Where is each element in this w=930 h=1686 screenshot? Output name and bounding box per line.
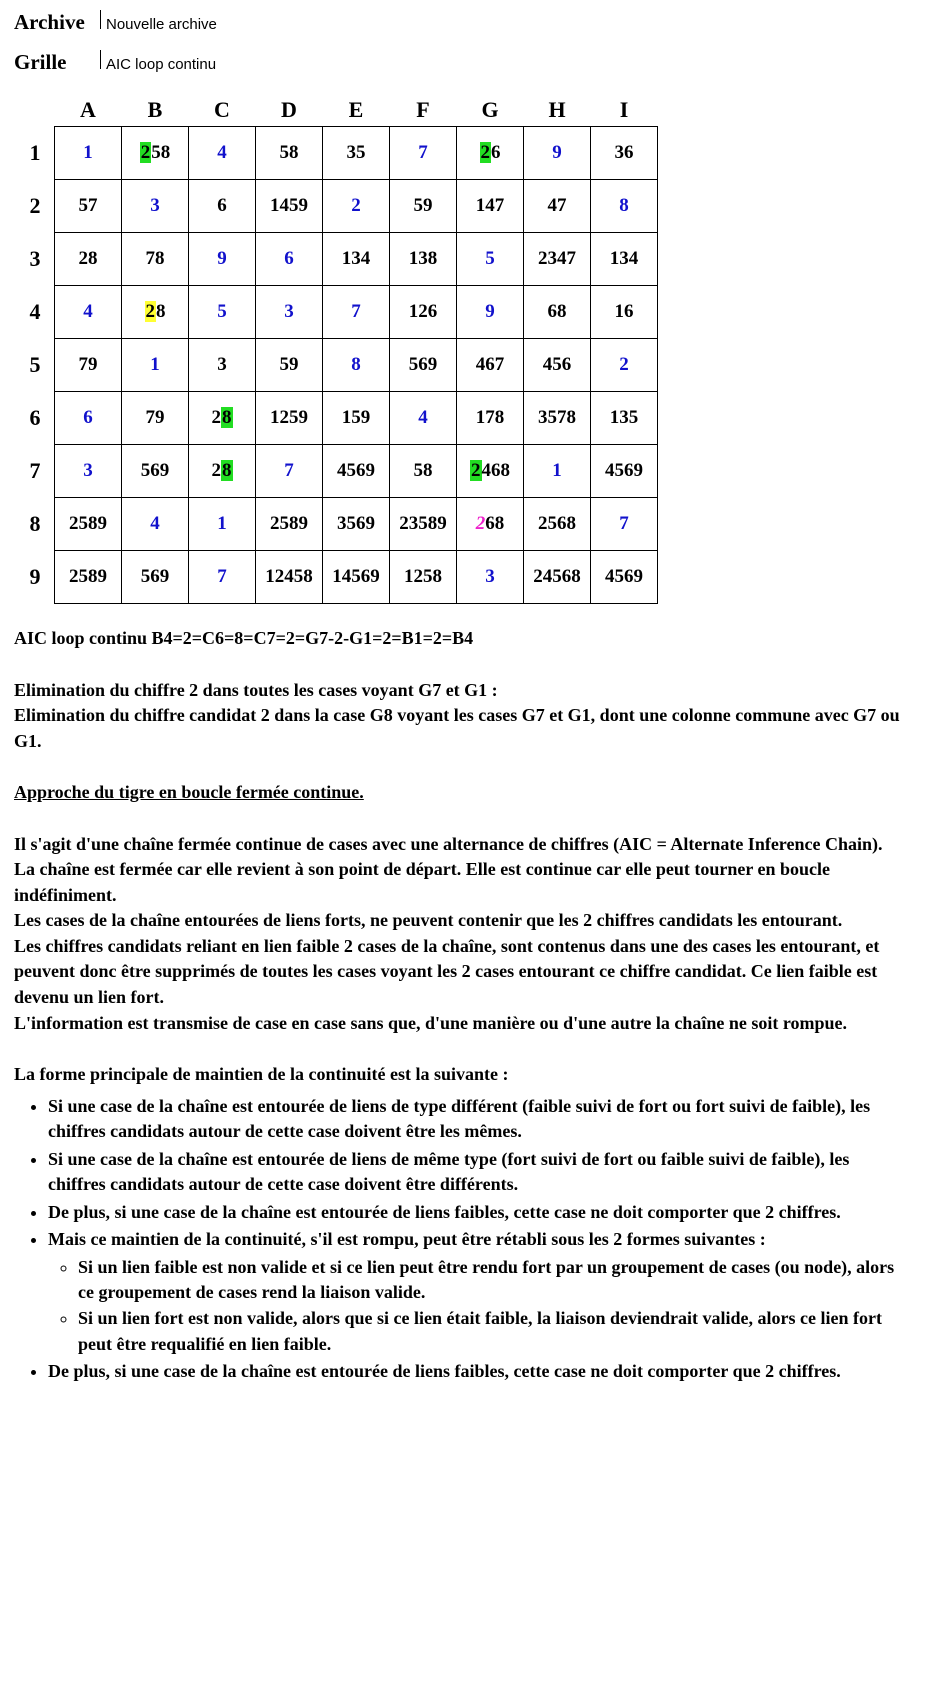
archive-label: Archive bbox=[14, 10, 85, 34]
col-header-a: A bbox=[80, 97, 96, 122]
grid-cell-G6[interactable]: 178 bbox=[457, 392, 524, 445]
grid-cell-D4[interactable]: 3 bbox=[256, 286, 323, 339]
grid-cell-F7[interactable]: 58 bbox=[390, 445, 457, 498]
grid-cell-H4[interactable]: 68 bbox=[524, 286, 591, 339]
grid-cell-G2[interactable]: 147 bbox=[457, 180, 524, 233]
grid-cell-G5[interactable]: 467 bbox=[457, 339, 524, 392]
grid-cell-I7[interactable]: 4569 bbox=[591, 445, 658, 498]
elimination-line-1: Elimination du chiffre 2 dans toutes les cases voyant G7 et G1 : bbox=[14, 679, 498, 700]
grid-cell-G1[interactable]: 26 bbox=[457, 127, 524, 180]
chain-line: AIC loop continu B4=2=C6=8=C7=2=G7-2-G1=2=B1=2=B4 bbox=[14, 628, 474, 648]
grid-cell-D8[interactable]: 2589 bbox=[256, 498, 323, 551]
green-marked-candidate: 2 bbox=[471, 460, 481, 481]
row-header-7: 7 bbox=[29, 458, 41, 483]
grid-cell-A7[interactable]: 3 bbox=[55, 445, 122, 498]
grid-cell-C2[interactable]: 6 bbox=[189, 180, 256, 233]
grid-cell-H3[interactable]: 2347 bbox=[524, 233, 591, 286]
row-header-2: 2 bbox=[29, 193, 41, 218]
grid-cell-G3[interactable]: 5 bbox=[457, 233, 524, 286]
grid-cell-B3[interactable]: 78 bbox=[122, 233, 189, 286]
grid-cell-E4[interactable]: 7 bbox=[323, 286, 390, 339]
approche-title: Approche du tigre en boucle fermée continue. bbox=[14, 782, 364, 803]
green-marked-candidate: 8 bbox=[222, 407, 232, 428]
grid-cell-I1[interactable]: 36 bbox=[591, 127, 658, 180]
archive-value: Nouvelle archive bbox=[106, 16, 217, 33]
grille-header-row bbox=[14, 50, 930, 76]
grid-row bbox=[22, 551, 658, 604]
grid-cell-B2[interactable]: 3 bbox=[122, 180, 189, 233]
col-header-h: H bbox=[548, 97, 566, 122]
grid-cell-I5[interactable]: 2 bbox=[591, 339, 658, 392]
grid-cell-I9[interactable]: 4569 bbox=[591, 551, 658, 604]
grid-cell-C4[interactable]: 5 bbox=[189, 286, 256, 339]
row-header-3: 3 bbox=[29, 246, 41, 271]
grid-cell-C9[interactable]: 7 bbox=[189, 551, 256, 604]
grid-cell-G9[interactable]: 3 bbox=[457, 551, 524, 604]
grid-cell-E3[interactable]: 134 bbox=[323, 233, 390, 286]
green-marked-candidate: 8 bbox=[222, 460, 232, 481]
grid-cell-I6[interactable]: 135 bbox=[591, 392, 658, 445]
grid-cell-D1[interactable]: 58 bbox=[256, 127, 323, 180]
grid-cell-H7[interactable]: 1 bbox=[524, 445, 591, 498]
list-item bbox=[48, 1227, 904, 1357]
grid-cell-H6[interactable]: 3578 bbox=[524, 392, 591, 445]
grid-cell-I2[interactable]: 8 bbox=[591, 180, 658, 233]
grid-cell-F1[interactable]: 7 bbox=[390, 127, 457, 180]
col-header-d: D bbox=[281, 97, 297, 122]
grid-cell-B5[interactable]: 1 bbox=[122, 339, 189, 392]
sudoku-grid-wrapper bbox=[22, 94, 930, 604]
grid-cell-F9[interactable]: 1258 bbox=[390, 551, 457, 604]
rules-sublist bbox=[48, 1255, 904, 1357]
grid-row bbox=[22, 339, 658, 392]
grid-cell-B7[interactable]: 569 bbox=[122, 445, 189, 498]
grid-cell-E8[interactable]: 3569 bbox=[323, 498, 390, 551]
grid-cell-B1[interactable]: 258 bbox=[122, 127, 189, 180]
grid-cell-A5[interactable]: 79 bbox=[55, 339, 122, 392]
grid-cell-B8[interactable]: 4 bbox=[122, 498, 189, 551]
col-header-i: I bbox=[619, 97, 629, 122]
grid-cell-F6[interactable]: 4 bbox=[390, 392, 457, 445]
grid-cell-A3[interactable]: 28 bbox=[55, 233, 122, 286]
col-header-b: B bbox=[147, 97, 163, 122]
grid-cell-A4[interactable]: 4 bbox=[55, 286, 122, 339]
grid-cell-H5[interactable]: 456 bbox=[524, 339, 591, 392]
grid-cell-C3[interactable]: 9 bbox=[189, 233, 256, 286]
list-item: • De plus, si une case de la chaîne est entourée de liens faibles, cette case ne doit comporter que 2 chiffres. bbox=[48, 1200, 904, 1226]
row-header-4: 4 bbox=[29, 299, 41, 324]
grid-cell-F3[interactable]: 138 bbox=[390, 233, 457, 286]
grid-cell-A2[interactable]: 57 bbox=[55, 180, 122, 233]
list-item: ◦ Si un lien fort est non valide, alors que si ce lien était faible, la liaison deviendrait valide, alors ce lien fort peut être requalifié en lien faible. bbox=[78, 1306, 904, 1357]
column-header-row bbox=[22, 94, 658, 127]
grid-cell-E1[interactable]: 35 bbox=[323, 127, 390, 180]
grid-row bbox=[22, 392, 658, 445]
sudoku-grid[interactable] bbox=[22, 94, 658, 604]
paragraph-1: Il s'agit d'une chaîne fermée continue de cases avec une alternance de chiffres (AIC = Alternate Inference Chain). bbox=[14, 833, 883, 854]
grid-cell-D7[interactable]: 7 bbox=[256, 445, 323, 498]
col-header-g: G bbox=[481, 97, 499, 122]
grid-cell-C5[interactable]: 3 bbox=[189, 339, 256, 392]
grid-row bbox=[22, 233, 658, 286]
row-header-6: 6 bbox=[29, 405, 41, 430]
grid-cell-E6[interactable]: 159 bbox=[323, 392, 390, 445]
grid-corner bbox=[22, 94, 55, 127]
grid-cell-B6[interactable]: 79 bbox=[122, 392, 189, 445]
green-marked-candidate: 2 bbox=[480, 142, 490, 163]
paragraph-4: Les chiffres candidats reliant en lien faible 2 cases de la chaîne, sont contenus dans une des cases les entourant, et peuvent donc être supprimés de toutes les cases voyant les 2 cases entourant ce chiffre candidat. Ce lien faible est devenu un lien fort. bbox=[14, 935, 880, 1008]
explanation-text bbox=[14, 626, 904, 1385]
green-marked-candidate: 2 bbox=[140, 142, 151, 163]
grid-cell-A9[interactable]: 2589 bbox=[55, 551, 122, 604]
grid-cell-I8[interactable]: 7 bbox=[591, 498, 658, 551]
grid-row bbox=[22, 286, 658, 339]
grid-cell-A6[interactable]: 6 bbox=[55, 392, 122, 445]
grid-cell-D2[interactable]: 1459 bbox=[256, 180, 323, 233]
grid-cell-H2[interactable]: 47 bbox=[524, 180, 591, 233]
yellow-marked-candidate: 2 bbox=[145, 301, 155, 322]
list-item: • Si une case de la chaîne est entourée de liens de même type (fort suivi de fort ou faible suivi de faible), les chiffres candidats autour de cette case doivent être différents. bbox=[48, 1147, 904, 1198]
grid-cell-A1[interactable]: 1 bbox=[55, 127, 122, 180]
col-header-c: C bbox=[214, 97, 230, 122]
grid-cell-H9[interactable]: 24568 bbox=[524, 551, 591, 604]
list-item-label: Mais ce maintien de la continuité, s'il est rompu, peut être rétabli sous les 2 formes suivantes : bbox=[48, 1229, 766, 1250]
grid-cell-D9[interactable]: 12458 bbox=[256, 551, 323, 604]
header-divider-2 bbox=[100, 50, 101, 69]
row-header-1: 1 bbox=[29, 140, 41, 165]
grid-cell-G7[interactable]: 2468 bbox=[457, 445, 524, 498]
pink-marked-candidate: 2 bbox=[475, 513, 486, 534]
list-item: • Si une case de la chaîne est entourée de liens de type différent (faible suivi de fort ou fort suivi de faible), les chiffres candidats autour de cette case doivent être les mêmes. bbox=[48, 1094, 904, 1145]
grid-row bbox=[22, 445, 658, 498]
grid-cell-D3[interactable]: 6 bbox=[256, 233, 323, 286]
grid-row bbox=[22, 498, 658, 551]
paragraph-3: Les cases de la chaîne entourées de liens forts, ne peuvent contenir que les 2 chiffres candidats les entourant. bbox=[14, 910, 843, 931]
forme-line: La forme principale de maintien de la continuité est la suivante : bbox=[14, 1064, 509, 1085]
paragraph-2: La chaîne est fermée car elle revient à son point de départ. Elle est continue car elle peut tourner en boucle indéfiniment. bbox=[14, 859, 831, 905]
grid-cell-C6[interactable]: 28 bbox=[189, 392, 256, 445]
paragraph-5: L'information est transmise de case en case sans que, d'une manière ou d'une autre la chaîne ne soit rompue. bbox=[14, 1012, 848, 1033]
row-header-8: 8 bbox=[29, 511, 41, 536]
list-item: • De plus, si une case de la chaîne est entourée de liens faibles, cette case ne doit comporter que 2 chiffres. bbox=[48, 1359, 904, 1385]
grid-cell-E5[interactable]: 8 bbox=[323, 339, 390, 392]
grid-cell-B9[interactable]: 569 bbox=[122, 551, 189, 604]
grid-row bbox=[22, 127, 658, 180]
col-header-e: E bbox=[348, 97, 364, 122]
grid-cell-E9[interactable]: 14569 bbox=[323, 551, 390, 604]
grid-cell-F4[interactable]: 126 bbox=[390, 286, 457, 339]
archive-header-row bbox=[14, 10, 930, 36]
grid-cell-D5[interactable]: 59 bbox=[256, 339, 323, 392]
grid-cell-F2[interactable]: 59 bbox=[390, 180, 457, 233]
grid-cell-I4[interactable]: 16 bbox=[591, 286, 658, 339]
elimination-line-2: Elimination du chiffre candidat 2 dans la case G8 voyant les cases G7 et G1, dont une colonne commune avec G7 ou G1. bbox=[14, 705, 900, 751]
grid-cell-F8[interactable]: 23589 bbox=[390, 498, 457, 551]
grille-value: AIC loop continu bbox=[106, 56, 217, 73]
grille-label: Grille bbox=[14, 50, 67, 74]
row-header-5: 5 bbox=[29, 352, 41, 377]
grid-cell-H1[interactable]: 9 bbox=[524, 127, 591, 180]
grid-cell-G4[interactable]: 9 bbox=[457, 286, 524, 339]
grid-cell-B4[interactable]: 28 bbox=[122, 286, 189, 339]
grid-cell-C7[interactable]: 28 bbox=[189, 445, 256, 498]
grid-cell-G8[interactable]: 268 bbox=[457, 498, 524, 551]
col-header-f: F bbox=[416, 97, 430, 122]
header-divider bbox=[100, 10, 101, 29]
grid-row bbox=[22, 180, 658, 233]
grid-cell-D6[interactable]: 1259 bbox=[256, 392, 323, 445]
grid-cell-A8[interactable]: 2589 bbox=[55, 498, 122, 551]
rules-list bbox=[14, 1094, 904, 1385]
grid-cell-E7[interactable]: 4569 bbox=[323, 445, 390, 498]
grid-cell-E2[interactable]: 2 bbox=[323, 180, 390, 233]
grid-cell-I3[interactable]: 134 bbox=[591, 233, 658, 286]
grid-cell-H8[interactable]: 2568 bbox=[524, 498, 591, 551]
list-item: ◦ Si un lien faible est non valide et si ce lien peut être rendu fort par un groupement de cases (ou node), alors ce groupement de cases rend la liaison valide. bbox=[78, 1255, 904, 1306]
sudoku-grid-body bbox=[22, 127, 658, 604]
grid-cell-C1[interactable]: 4 bbox=[189, 127, 256, 180]
row-header-9: 9 bbox=[29, 564, 41, 589]
grid-cell-C8[interactable]: 1 bbox=[189, 498, 256, 551]
grid-cell-F5[interactable]: 569 bbox=[390, 339, 457, 392]
